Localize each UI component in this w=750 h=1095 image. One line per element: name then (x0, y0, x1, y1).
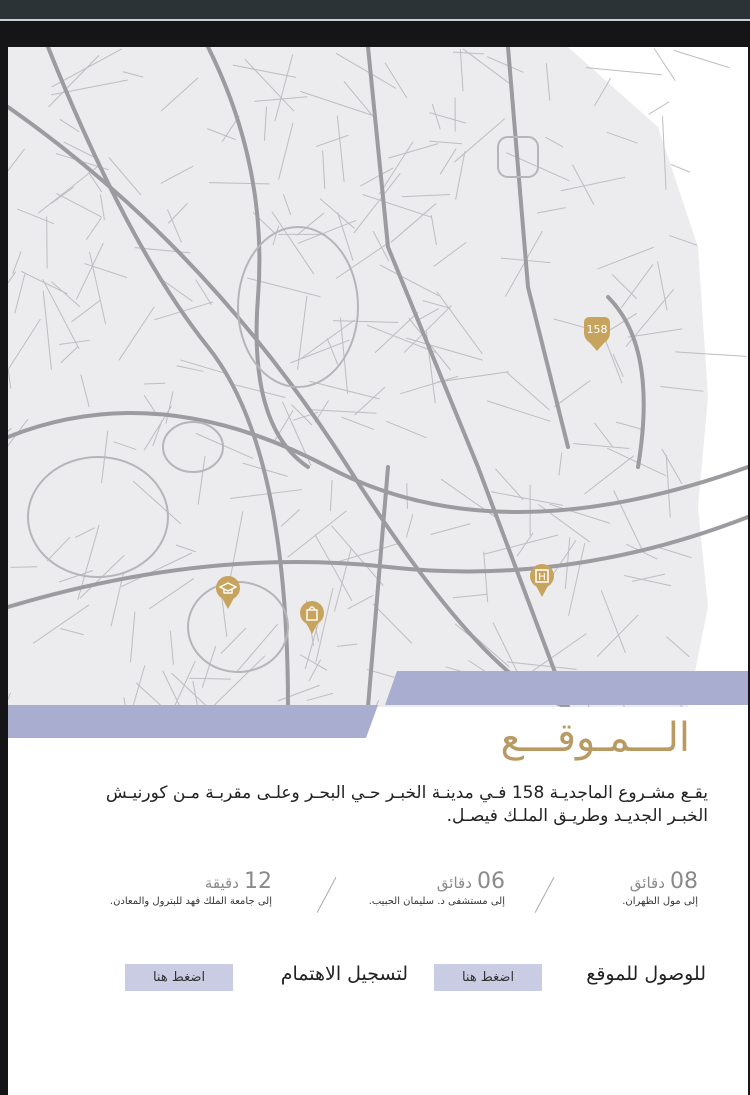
stat-description: إلى مول الظهران. (622, 896, 698, 907)
top-bar (0, 0, 750, 21)
section-title: الـــمـوقـــع (500, 715, 690, 761)
stat-description: إلى جامعة الملك فهد للبترول والمعادن. (109, 896, 272, 907)
mall-pin[interactable] (297, 599, 327, 637)
location-description (48, 782, 708, 828)
stat-unit: دقائق (436, 874, 472, 892)
divider (535, 877, 555, 913)
hospital-icon (527, 562, 557, 600)
accent-band-left (8, 705, 378, 738)
graduation-cap-icon (213, 574, 243, 612)
description-line-1: يقـع مشـروع الماجديـة 158 فـي مدينـة الخبـر حـي البحـر وعلـى مقربـة مـن كورنيـش (105, 783, 708, 803)
description-line-2: الخبـر الجديـد وطريـق الملـك فيصـل. (446, 806, 708, 826)
stat-hospital (369, 869, 505, 907)
svg-text:H: H (538, 572, 546, 583)
city-map[interactable] (8, 47, 748, 707)
stat-mall (622, 869, 698, 907)
stat-description: إلى مستشفى د. سليمان الحبيب. (368, 896, 505, 907)
stat-unit: دقائق (629, 874, 665, 892)
shopping-bag-icon (297, 599, 327, 637)
interest-label: لتسجيل الاهتمام (280, 963, 408, 985)
register-interest-button[interactable]: اضغط هنا (125, 964, 233, 991)
location-button[interactable]: اضغط هنا (434, 964, 542, 991)
stat-number: 12 (244, 869, 272, 894)
location-label: للوصول للموقع (586, 963, 706, 985)
stat-number: 06 (477, 869, 505, 894)
divider (317, 877, 337, 913)
location-page (8, 47, 748, 1095)
stat-number: 08 (670, 869, 698, 894)
project-number-label: 158 (586, 323, 608, 336)
accent-band-right (385, 671, 748, 705)
stat-unit: دقيقة (204, 874, 239, 892)
project-pin[interactable] (582, 315, 612, 353)
street-line (47, 216, 48, 268)
hospital-pin[interactable] (527, 562, 557, 600)
stat-university (110, 869, 272, 907)
university-pin[interactable] (213, 574, 243, 612)
